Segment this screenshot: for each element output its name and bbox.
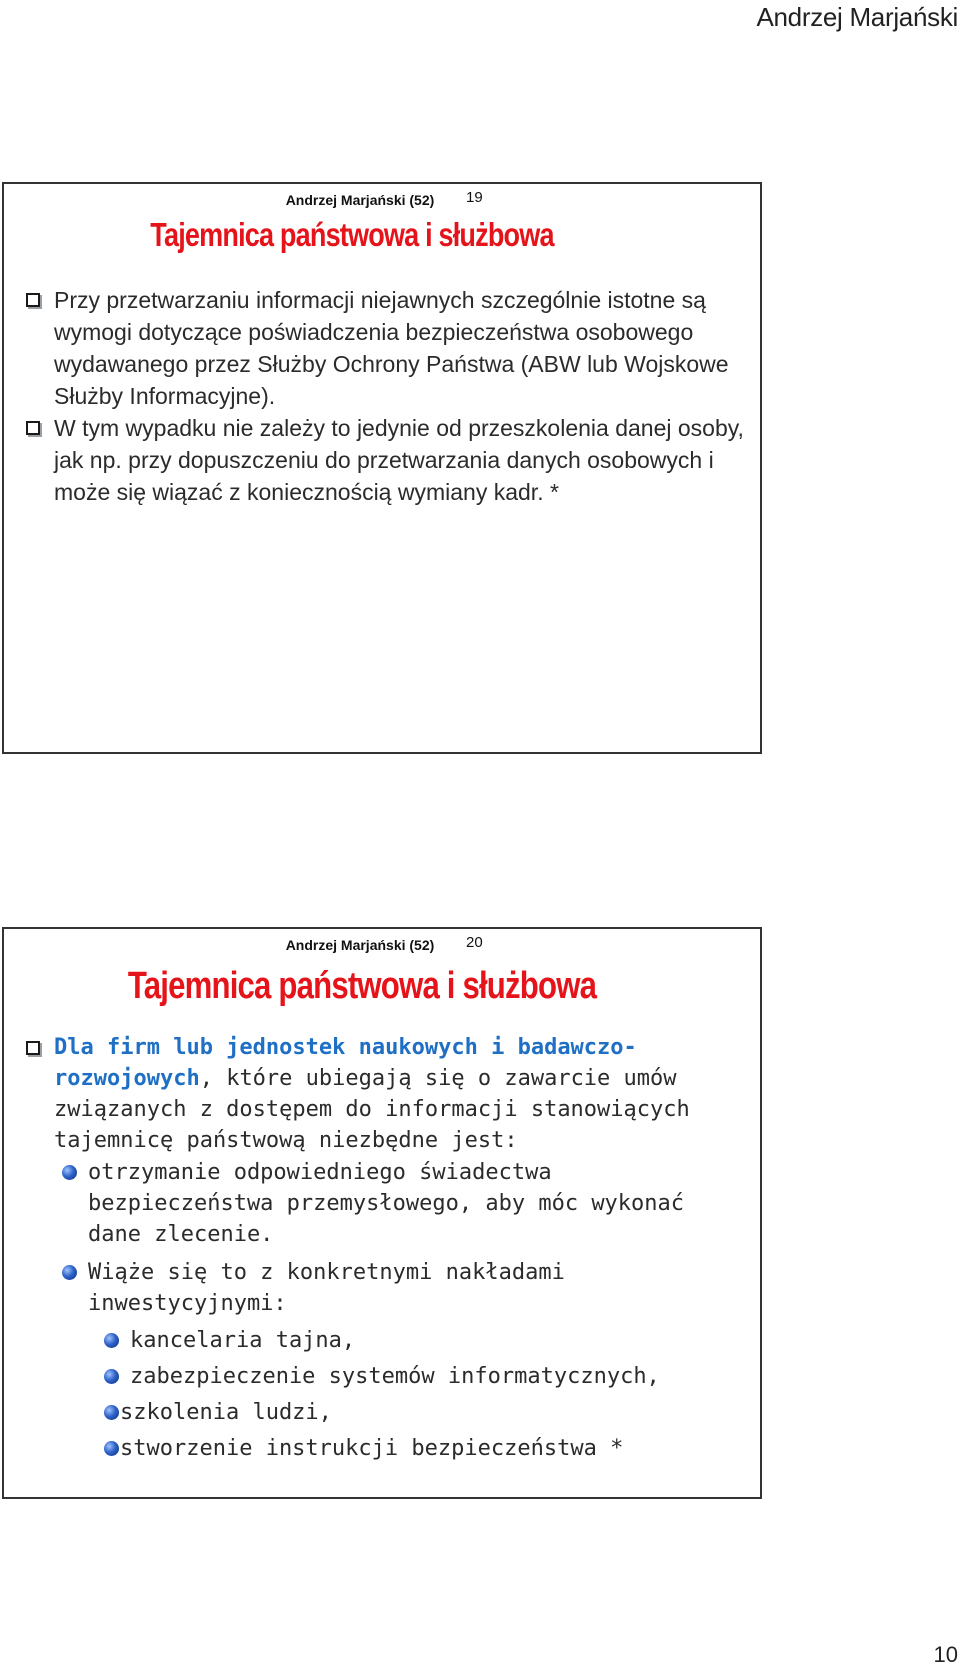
slide-number: 20: [466, 934, 483, 951]
bullet-item: [62, 1257, 622, 1319]
slide-20: [2, 927, 762, 1499]
bullet-text: Wiąże się to z konkretnymi nakładami inwestycyjnymi:: [88, 1260, 565, 1316]
paragraph-text: Przy przetwarzaniu informacji niejawnych szczególnie istotne są wymogi dotyczące poświadczenia bezpieczeństwa osobowego wydawanego przez Służby Ochrony Państwa (ABW lub Wojskowe Służby Informacyjne).: [54, 287, 729, 409]
checkbox-bullet-icon: [26, 1041, 40, 1055]
slide-title: Tajemnica państwowa i służbowa: [127, 965, 597, 1007]
blue-ball-bullet-icon: [104, 1405, 119, 1420]
sub-bullet-text: zabezpieczenie systemów informatycznych,: [130, 1364, 660, 1389]
sub-bullet-item: [104, 1433, 744, 1464]
slide-author: Andrzej Marjański (52): [285, 937, 435, 953]
blue-ball-bullet-icon: [104, 1333, 119, 1348]
bullet-text: otrzymanie odpowiedniego świadectwa bezpieczeństwa przemysłowego, aby móc wykonać dane zlecenie.: [88, 1160, 685, 1247]
sub-bullet-item: [104, 1361, 744, 1392]
sub-bullet-item: [104, 1397, 744, 1428]
paragraph-text: W tym wypadku nie zależy to jedynie od przeszkolenia danej osoby, jak np. przy dopuszczeniu do przetwarzania danych osobowych i może się wiązać z koniecznością wymiany kadr. *: [54, 415, 744, 505]
slide-header: [4, 189, 760, 208]
slide-header: [4, 934, 760, 953]
bullet-item: [62, 1157, 702, 1250]
checkbox-bullet-icon: [26, 421, 40, 435]
highlight-text: Dla firm lub jednostek naukowych i badawczo-rozwojowych: [54, 1035, 637, 1091]
page-author: Andrzej Marjański: [756, 2, 958, 32]
sub-bullet-item: [104, 1325, 744, 1356]
slide-author: Andrzej Marjański (52): [285, 192, 435, 208]
slide-title: Tajemnica państwowa i służbowa: [150, 216, 554, 253]
sub-bullet-text: kancelaria tajna,: [130, 1328, 356, 1353]
blue-ball-bullet-icon: [62, 1265, 77, 1280]
page-number: 10: [933, 1642, 958, 1667]
paragraph-rest: , które ubiegają się o zawarcie umów związanych z dostępem do informacji stanowiących tajemnicę państwową niezbędne jest:: [54, 1066, 690, 1153]
blue-ball-bullet-icon: [104, 1369, 119, 1384]
sub-bullet-text: szkolenia ludzi,: [120, 1400, 332, 1425]
paragraph-text: [26, 1032, 740, 1156]
paragraph: [26, 284, 750, 412]
blue-ball-bullet-icon: [62, 1165, 77, 1180]
intro-paragraph: [26, 1032, 740, 1156]
blue-ball-bullet-icon: [104, 1441, 119, 1456]
sub-bullet-text: stworzenie instrukcji bezpieczeństwa *: [120, 1436, 624, 1461]
checkbox-bullet-icon: [26, 293, 40, 307]
slide-number: 19: [466, 189, 483, 206]
paragraph: [26, 412, 750, 508]
slide-19: [2, 182, 762, 754]
